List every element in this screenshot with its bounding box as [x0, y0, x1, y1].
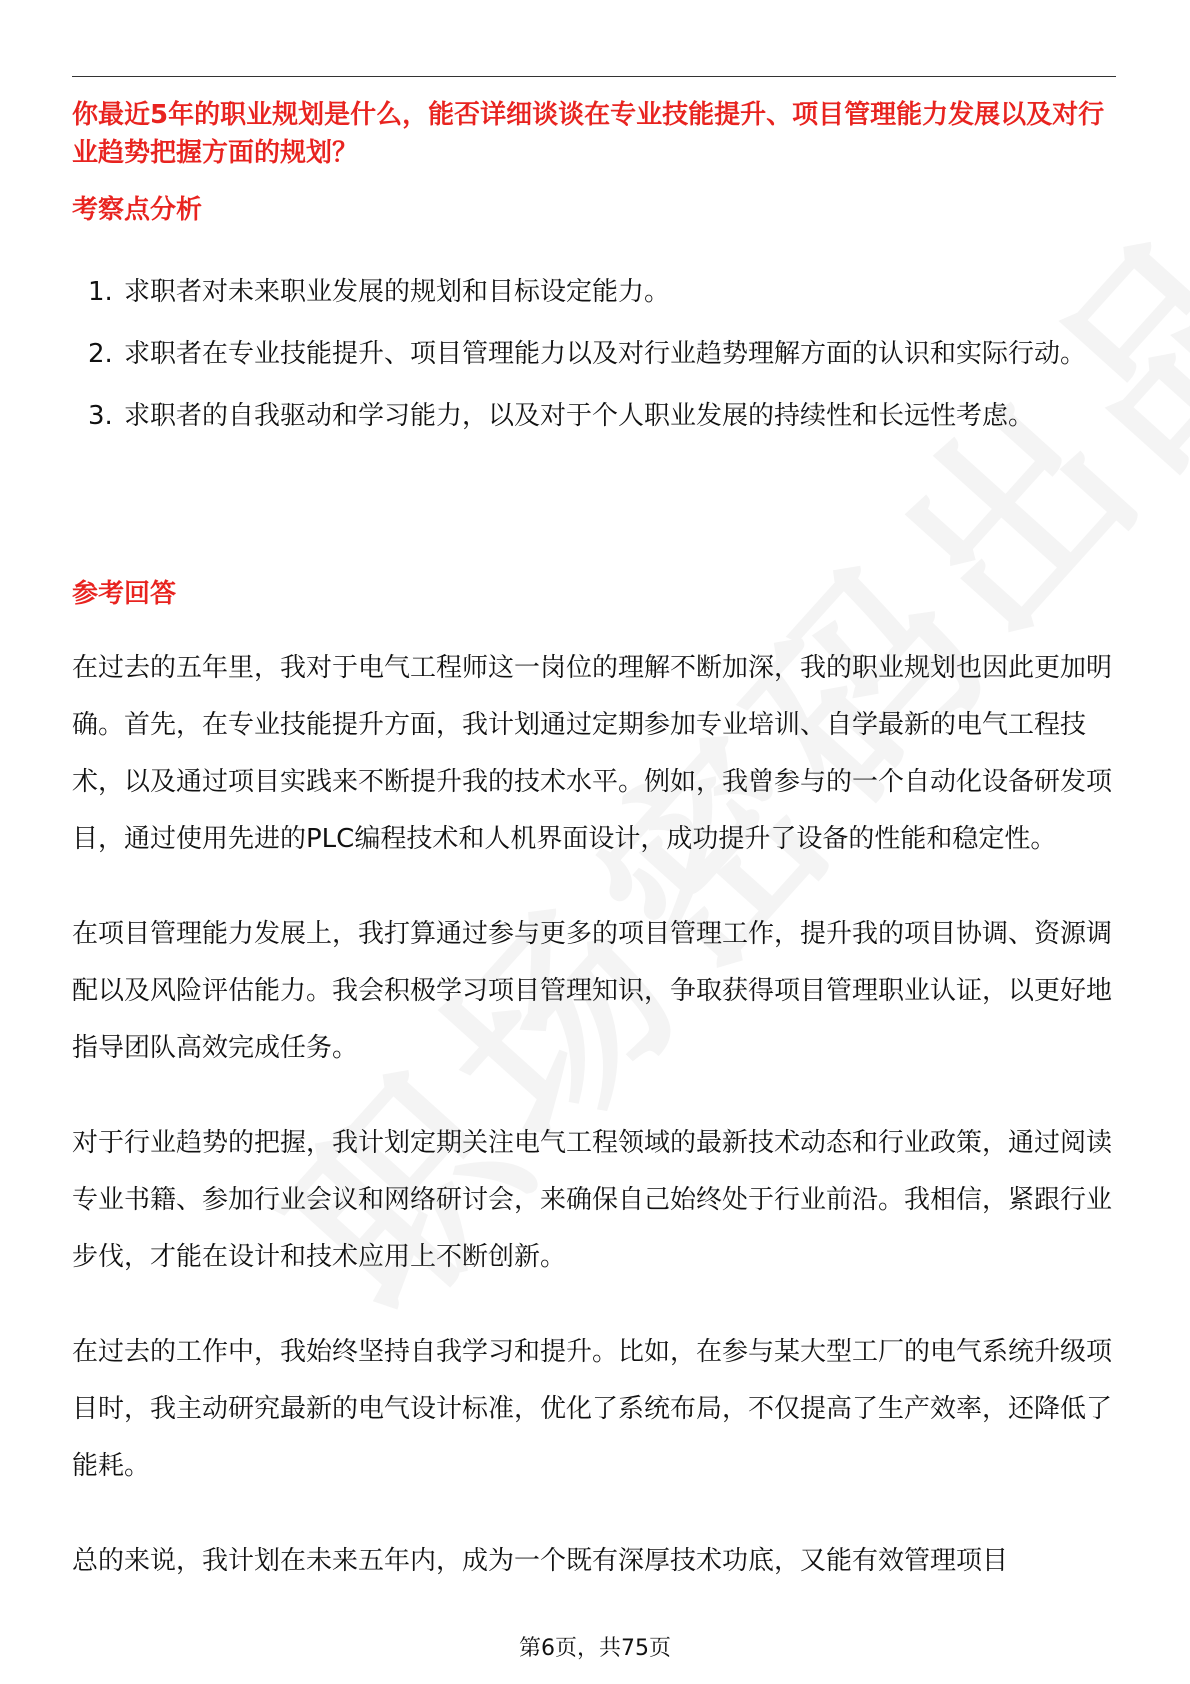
analysis-point	[72, 264, 1132, 320]
point-text: 求职者在专业技能提升、项目管理能力以及对行业趋势理解方面的认识和实际行动。	[124, 339, 1087, 369]
point-text: 求职者对未来职业发展的规划和目标设定能力。	[124, 277, 671, 307]
point-number: 3.	[88, 401, 113, 431]
answer-paragraph: 对于行业趋势的把握，我计划定期关注电气工程领域的最新技术动态和行业政策，通过阅读专业书籍、参加行业会议和网络研讨会，来确保自己始终处于行业前沿。我相信，紧跟行业步伐，才能在设计和技术应用上不断创新。	[72, 1128, 1113, 1272]
answer-body	[72, 640, 1132, 1628]
point-number: 2.	[88, 339, 113, 369]
question-title: 你最近5年的职业规划是什么，能否详细谈谈在专业技能提升、项目管理能力发展以及对行业趋势把握方面的规划？	[72, 100, 1105, 168]
top-divider	[72, 76, 1116, 77]
analysis-heading: 考察点分析	[72, 195, 203, 225]
point-number: 1.	[88, 277, 113, 307]
answer-heading: 参考回答	[72, 579, 177, 609]
analysis-points-list	[72, 264, 1132, 450]
analysis-point	[72, 326, 1132, 382]
point-text: 求职者的自我驱动和学习能力，以及对于个人职业发展的持续性和长远性考虑。	[124, 401, 1035, 431]
answer-paragraph: 在过去的五年里，我对于电气工程师这一岗位的理解不断加深，我的职业规划也因此更加明确。首先，在专业技能提升方面，我计划通过定期参加专业培训、自学最新的电气工程技术，以及通过项目实践来不断提升我的技术水平。例如，我曾参与的一个自动化设备研发项目，通过使用先进的PLC编程技术和人机界面设计，成功提升了设备的性能和稳定性。	[72, 653, 1113, 854]
answer-paragraph: 在项目管理能力发展上，我打算通过参与更多的项目管理工作，提升我的项目协调、资源调配以及风险评估能力。我会积极学习项目管理知识，争取获得项目管理职业认证，以更好地指导团队高效完成任务。	[72, 919, 1113, 1063]
answer-paragraph: 总的来说，我计划在未来五年内，成为一个既有深厚技术功底，又能有效管理项目	[72, 1546, 1009, 1576]
page-number-footer: 第6页，共75页	[519, 1636, 671, 1661]
analysis-point	[72, 388, 1132, 444]
answer-paragraph: 在过去的工作中，我始终坚持自我学习和提升。比如，在参与某大型工厂的电气系统升级项目时，我主动研究最新的电气设计标准，优化了系统布局，不仅提高了生产效率，还降低了能耗。	[72, 1337, 1113, 1481]
